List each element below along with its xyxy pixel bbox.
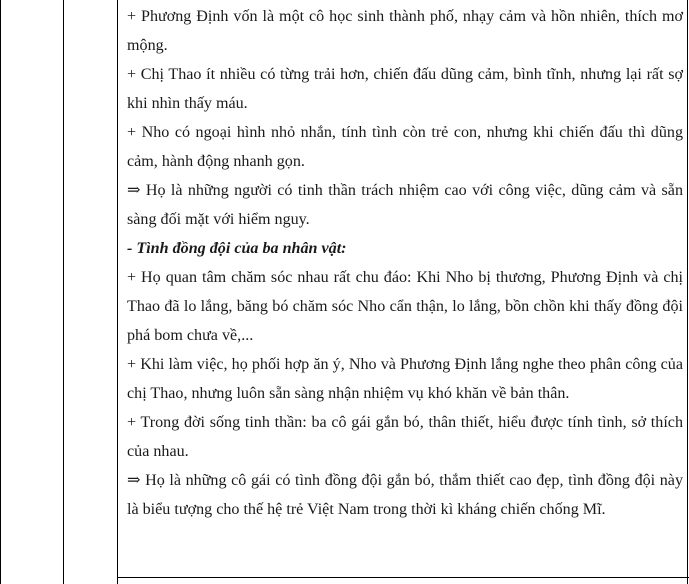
paragraph-spiritual-life: + Trong đời sống tinh thần: ba cô gái gắn bó, thân thiết, hiểu được tính tình, sở thích của nhau. [127,414,683,460]
paragraph-chi-thao: + Chị Thao ít nhiều có từng trải hơn, chiến đấu dũng cảm, bình tĩnh, nhưng lại rất sợ khi nhìn thấy máu. [127,66,683,112]
section-heading-comradeship: - Tình đồng đội của ba nhân vật: [127,240,347,257]
paragraph-work: + Khi làm việc, họ phối hợp ăn ý, Nho và Phương Định lắng nghe theo phân công của chị Thao, nhưng luôn sẵn sàng nhận nhiệm vụ khó khăn về bản thân. [127,356,683,402]
paragraph-conclusion-2: ⇒ Họ là những cô gái có tình đồng đội gắn bó, thắm thiết cao đẹp, tình đồng đội này là biểu tượng cho thế hệ trẻ Việt Nam trong thời kì kháng chiến chống Mĩ. [127,472,683,518]
row-divider-bottom [117,577,689,578]
table-border-right [687,0,688,584]
column-divider-2 [117,0,118,584]
content-cell [127,2,683,524]
paragraph-conclusion-1: ⇒ Họ là những người có tinh thần trách nhiệm cao với công việc, dũng cảm và sẵn sàng đối mặt với hiểm nguy. [127,182,683,228]
paragraph-care: + Họ quan tâm chăm sóc nhau rất chu đáo: Khi Nho bị thương, Phương Định và chị Thao đã lo lắng, băng bó chăm sóc Nho cẩn thận, lo lắng, bồn chồn khi thấy đồng đội phá bom chưa về,... [127,269,683,344]
paragraph-nho: + Nho có ngoại hình nhỏ nhắn, tính tình còn trẻ con, nhưng khi chiến đấu thì dũng cảm, hành động nhanh gọn. [127,124,683,170]
column-divider-1 [63,0,64,584]
paragraph-phuong-dinh: + Phương Định vốn là một cô học sinh thành phố, nhạy cảm và hồn nhiên, thích mơ mộng. [127,8,683,54]
table-border-left [0,0,1,584]
